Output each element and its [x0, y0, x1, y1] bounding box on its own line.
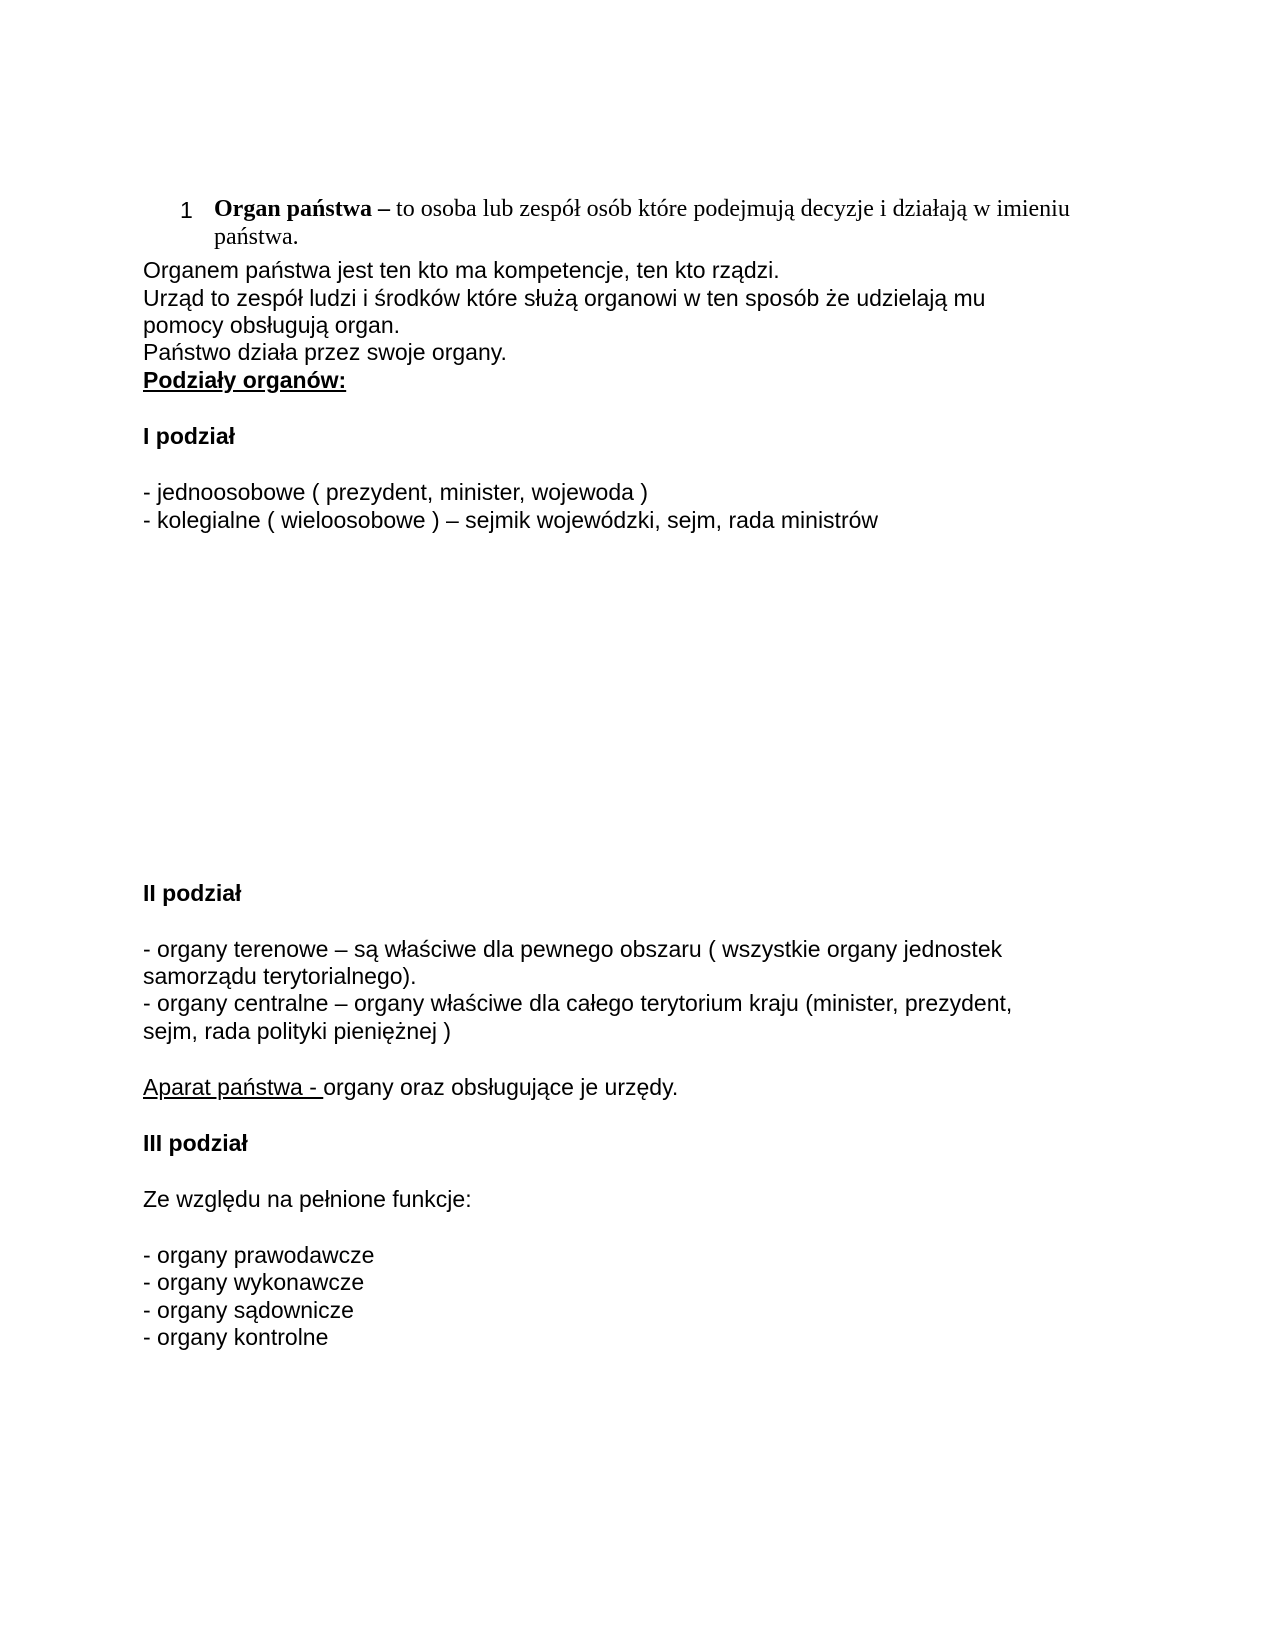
paragraph-line: pomocy obsługują organ. [143, 312, 400, 338]
list-item: - organy kontrolne [143, 1324, 329, 1350]
division-3-heading: III podział [143, 1130, 248, 1156]
list-item: - organy centralne – organy właściwe dla całego terytorium kraju (minister, prezydent, [143, 990, 1013, 1016]
division-1-heading: I podział [143, 423, 235, 449]
paragraph-line: Organem państwa jest ten kto ma kompetencje, ten kto rządzi. [143, 257, 780, 283]
list-item: - organy terenowe – są właściwe dla pewnego obszaru ( wszystkie organy jednostek [143, 936, 1003, 962]
list-item: - organy wykonawcze [143, 1269, 365, 1295]
division-3-intro: Ze względu na pełnione funkcje: [143, 1186, 472, 1212]
aparat-term: Aparat państwa - [143, 1074, 324, 1100]
list-item: - kolegialne ( wieloosobowe ) – sejmik wojewódzki, sejm, rada ministrów [143, 507, 879, 533]
list-number: 1 [180, 197, 193, 223]
definition-text: to osoba lub zespół osób które podejmują decyzje i działają w imieniu [390, 196, 1070, 222]
definition-continuation: państwa. [214, 224, 299, 250]
aparat-text: organy oraz obsługujące je urzędy. [323, 1074, 679, 1100]
list-item: - organy prawodawcze [143, 1242, 375, 1268]
list-item-continuation: sejm, rada polityki pieniężnej ) [143, 1018, 452, 1044]
divisions-heading: Podziały organów: [143, 367, 347, 393]
term-organ-panstwa: Organ państwa – [214, 196, 391, 222]
definition-organ-panstwa [214, 195, 1070, 224]
division-2-heading: II podział [143, 880, 242, 906]
list-item: - organy sądownicze [143, 1297, 354, 1323]
paragraph-line: Urząd to zespół ludzi i środków które służą organowi w ten sposób że udzielają mu [143, 285, 986, 311]
aparat-definition [143, 1073, 678, 1102]
list-item-continuation: samorządu terytorialnego). [143, 963, 417, 989]
paragraph-line: Państwo działa przez swoje organy. [143, 339, 507, 365]
list-item: - jednoosobowe ( prezydent, minister, wojewoda ) [143, 479, 648, 505]
